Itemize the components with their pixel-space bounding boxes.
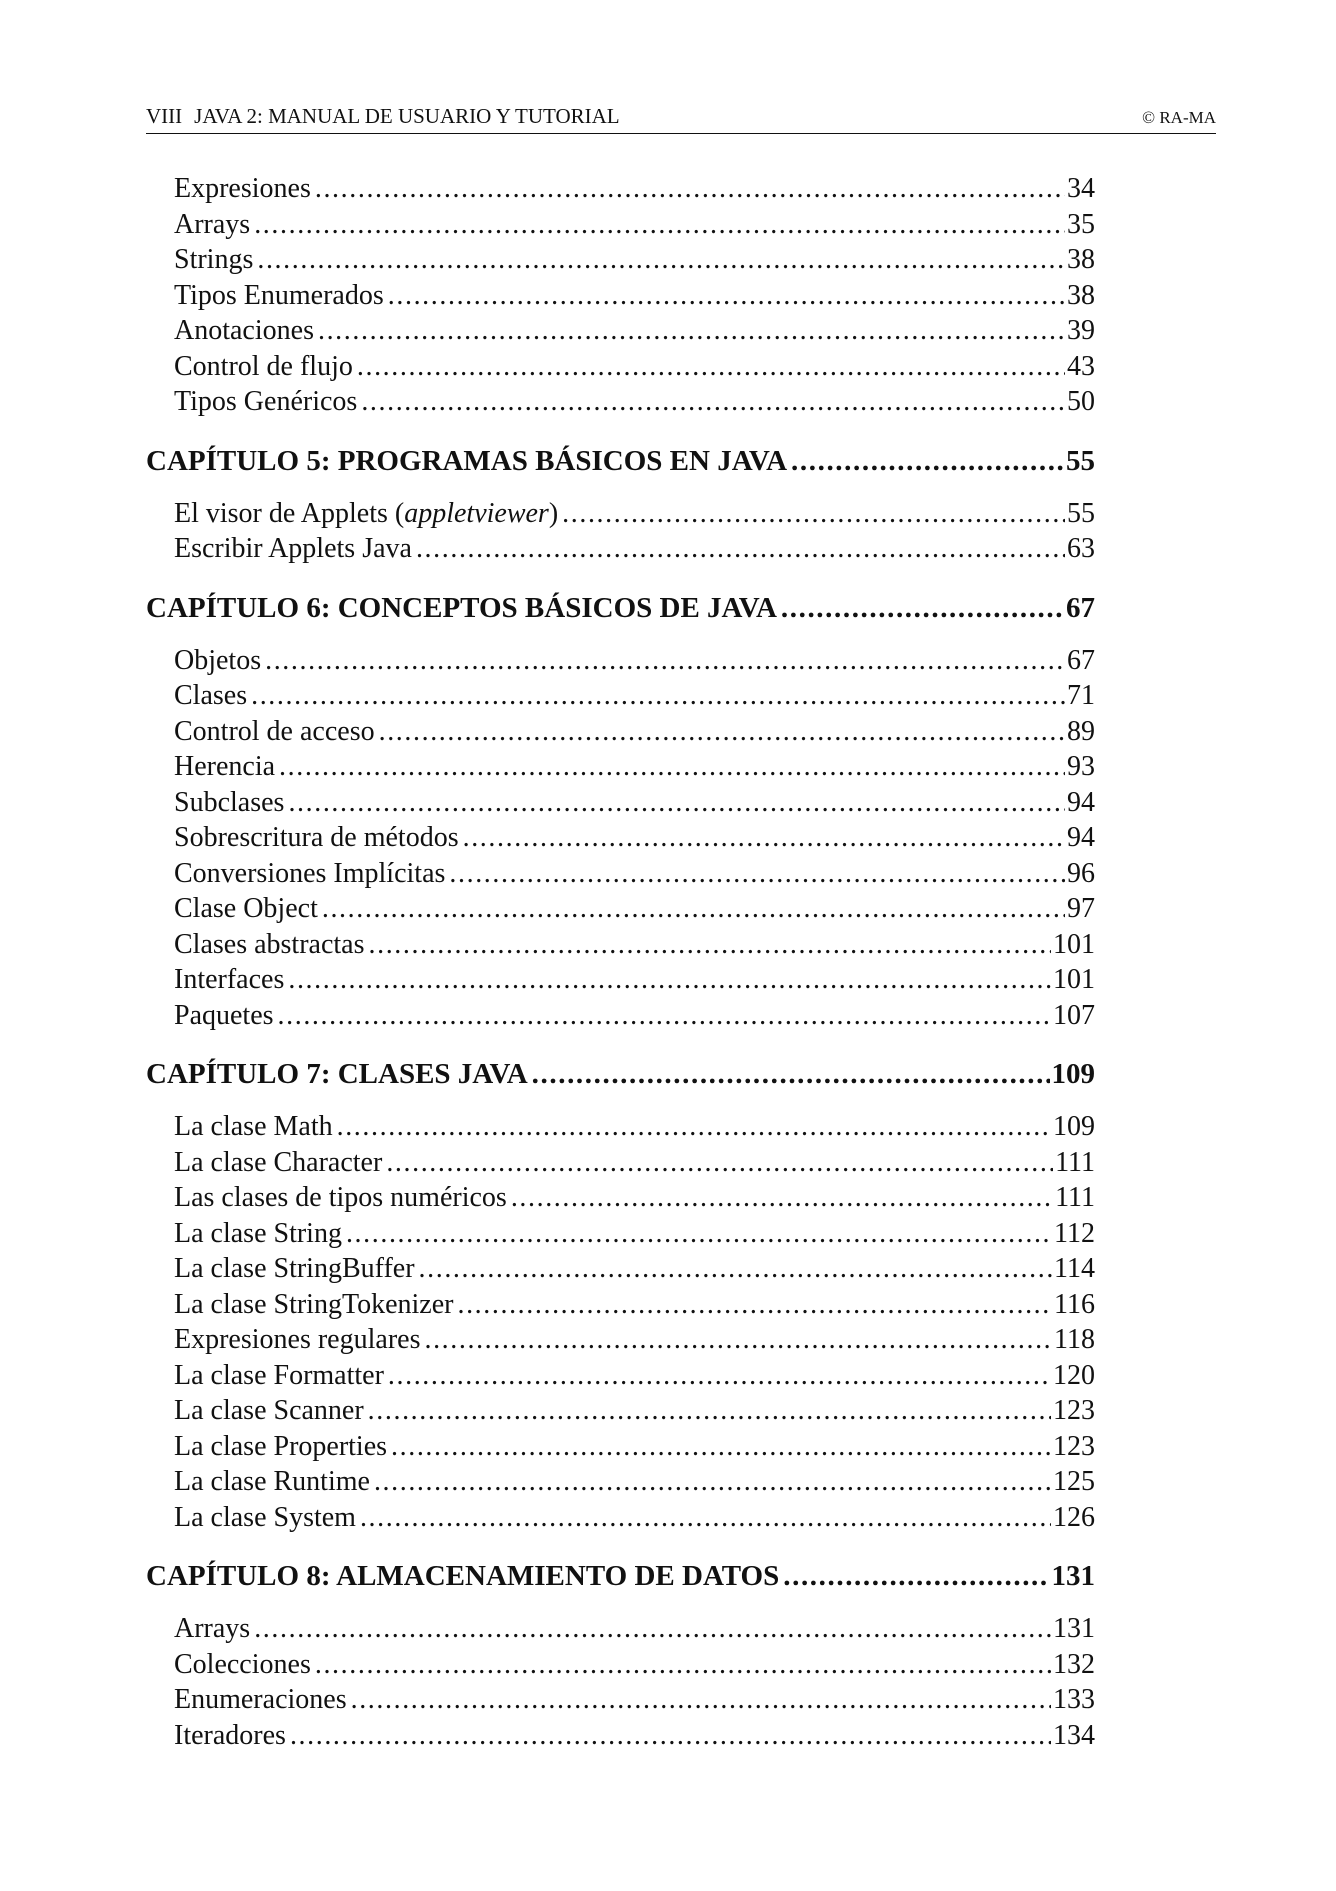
toc-entry: [146, 749, 1095, 785]
toc-entry-page: 107: [1053, 999, 1095, 1031]
dot-leader: [374, 1464, 1051, 1500]
toc-entry-page: 134: [1053, 1719, 1095, 1751]
chapter-heading: [146, 573, 1095, 643]
toc-entry: [146, 891, 1095, 927]
toc-entry-page: 34: [1067, 173, 1095, 204]
toc-entry-page: 71: [1067, 680, 1095, 711]
dot-leader: [322, 891, 1065, 927]
toc-entry: [146, 820, 1095, 856]
dot-leader: [254, 207, 1065, 243]
dot-leader: [369, 927, 1052, 963]
toc-entry-title: Clases: [174, 680, 248, 711]
toc-entry-page: 67: [1067, 644, 1095, 676]
toc-group-chapter-8: [146, 1541, 1095, 1753]
toc-entry-page: 50: [1067, 386, 1095, 417]
toc-entry-title: La clase Math: [174, 1111, 333, 1142]
toc-entry: [146, 1322, 1095, 1358]
toc-entry: [146, 785, 1095, 821]
toc-entry: [146, 1287, 1095, 1323]
toc-entry-title: Arrays: [174, 1613, 251, 1644]
chapter-page: 109: [1051, 1058, 1095, 1090]
toc-group-intro: [146, 171, 1095, 420]
dot-leader: [315, 171, 1065, 207]
dot-leader: [391, 1429, 1051, 1465]
dot-leader: [288, 962, 1051, 998]
dot-leader: [379, 714, 1065, 750]
toc-entry-title: [174, 496, 558, 532]
page-number: VIII: [146, 104, 183, 128]
toc-entry-page: 97: [1067, 893, 1095, 924]
toc-entry-title: Las clases de tipos numéricos: [174, 1182, 507, 1213]
toc-entry: [146, 643, 1095, 679]
dot-leader: [463, 820, 1065, 856]
dot-leader: [457, 1287, 1052, 1323]
toc-entry: [146, 1251, 1095, 1287]
dot-leader: [511, 1180, 1053, 1216]
dot-leader: [449, 856, 1065, 892]
toc-entry: [146, 998, 1095, 1034]
dot-leader: [265, 643, 1065, 679]
title-suffix: ): [548, 497, 559, 529]
dot-leader: [783, 1541, 1049, 1611]
toc-entry-title: La clase Character: [174, 1146, 383, 1178]
toc-entry-title: La clase StringBuffer: [174, 1253, 415, 1284]
toc-entry-page: 111: [1055, 1182, 1095, 1213]
toc-entry: [146, 313, 1095, 349]
dot-leader: [424, 1322, 1052, 1358]
chapter-page: 131: [1051, 1560, 1095, 1592]
toc-entry-page: 131: [1053, 1613, 1095, 1644]
dot-leader: [346, 1216, 1052, 1252]
toc-entry-page: 96: [1067, 857, 1095, 889]
toc-entry-page: 55: [1067, 497, 1095, 529]
toc-entry-title: Iteradores: [174, 1719, 286, 1751]
toc-entry-page: 43: [1067, 350, 1095, 382]
toc-entry-title: Colecciones: [174, 1648, 311, 1680]
toc-entry: [146, 278, 1095, 314]
toc-entry-page: 112: [1054, 1217, 1095, 1249]
toc-entry-title: La clase StringTokenizer: [174, 1288, 454, 1320]
dot-leader: [360, 1500, 1051, 1536]
chapter-title: CAPÍTULO 7: CLASES JAVA: [146, 1058, 528, 1090]
toc-entry-page: 126: [1053, 1501, 1095, 1533]
toc-entry: [146, 1611, 1095, 1647]
toc-entry-title: La clase String: [174, 1217, 342, 1249]
toc-entry-page: 89: [1067, 715, 1095, 747]
dot-leader: [357, 349, 1065, 385]
toc-entry: [146, 1429, 1095, 1465]
toc-entry-page: 114: [1054, 1253, 1095, 1284]
toc-entry-title: Control de flujo: [174, 350, 353, 382]
toc-entry-title: Arrays: [174, 208, 251, 240]
toc-entry-title: La clase Properties: [174, 1430, 388, 1462]
toc-entry-page: 93: [1067, 751, 1095, 782]
toc-entry-page: 35: [1067, 208, 1095, 240]
publisher-mark: © RA-MA: [1142, 108, 1216, 127]
toc-entry: [146, 384, 1095, 420]
toc-entry: [146, 242, 1095, 278]
dot-leader: [386, 1145, 1053, 1181]
chapter-heading: [146, 426, 1095, 496]
dot-leader: [337, 1109, 1051, 1145]
toc-entry-title: La clase Scanner: [174, 1395, 364, 1426]
toc-entry: [146, 207, 1095, 243]
chapter-title: CAPÍTULO 5: PROGRAMAS BÁSICOS EN JAVA: [146, 444, 788, 477]
toc-entry-title: Sobrescritura de métodos: [174, 822, 459, 853]
dot-leader: [279, 749, 1065, 785]
toc-entry: [146, 1393, 1095, 1429]
dot-leader: [361, 384, 1065, 420]
toc-entry-title: Control de acceso: [174, 715, 375, 747]
toc-entry-title: Expresiones regulares: [174, 1324, 421, 1355]
toc-entry-page: 118: [1054, 1324, 1095, 1355]
toc-entry: [146, 678, 1095, 714]
toc-entry: [146, 1180, 1095, 1216]
toc-entry: [146, 496, 1095, 532]
chapter-page: 67: [1066, 591, 1095, 624]
toc-entry-title: Clase Object: [174, 893, 318, 924]
dot-leader: [388, 278, 1065, 314]
toc-entry-page: 120: [1053, 1359, 1095, 1391]
dot-leader: [254, 1611, 1051, 1647]
chapter-title: CAPÍTULO 8: ALMACENAMIENTO DE DATOS: [146, 1560, 780, 1592]
toc-entry-title: Tipos Genéricos: [174, 386, 358, 417]
toc-entry-title: Herencia: [174, 751, 276, 782]
dot-leader: [351, 1682, 1051, 1718]
toc-entry-page: 63: [1067, 533, 1095, 564]
toc-entry-page: 94: [1067, 822, 1095, 853]
toc-entry: [146, 1682, 1095, 1718]
toc-entry-title: La clase Formatter: [174, 1359, 384, 1391]
toc-entry-title: La clase Runtime: [174, 1466, 370, 1497]
toc-entry: [146, 1358, 1095, 1394]
toc-entry-page: 101: [1053, 964, 1095, 995]
toc-entry-title: Expresiones: [174, 173, 311, 204]
toc-entry-page: 116: [1054, 1288, 1095, 1320]
toc-entry-page: 123: [1053, 1430, 1095, 1462]
toc-entry-page: 132: [1053, 1648, 1095, 1680]
toc-entry-page: 123: [1053, 1395, 1095, 1426]
toc-entry: [146, 1216, 1095, 1252]
toc-entry-title: Paquetes: [174, 999, 274, 1031]
toc-entry: [146, 1500, 1095, 1536]
dot-leader: [251, 678, 1065, 714]
toc-entry: [146, 1647, 1095, 1683]
toc-entry-title: La clase System: [174, 1501, 356, 1533]
dot-leader: [290, 1718, 1051, 1754]
toc-entry-title: Tipos Enumerados: [174, 279, 384, 311]
toc-entry-title: Objetos: [174, 644, 262, 676]
page-header: [146, 104, 1216, 134]
dot-leader: [315, 1647, 1051, 1683]
dot-leader: [368, 1393, 1051, 1429]
header-left: [146, 104, 632, 129]
dot-leader: [257, 242, 1065, 278]
table-of-contents: [146, 171, 1095, 1753]
toc-entry: [146, 714, 1095, 750]
toc-entry: [146, 1145, 1095, 1181]
toc-entry-title: Anotaciones: [174, 315, 314, 346]
chapter-title: CAPÍTULO 6: CONCEPTOS BÁSICOS DE JAVA: [146, 591, 777, 624]
toc-entry-page: 133: [1053, 1684, 1095, 1715]
dot-leader: [318, 313, 1065, 349]
toc-entry-title: Enumeraciones: [174, 1684, 347, 1715]
toc-entry: [146, 927, 1095, 963]
title-prefix: El visor de Applets (: [174, 497, 405, 529]
toc-entry-page: 109: [1053, 1111, 1095, 1142]
title-italic: appletviewer: [404, 497, 549, 529]
book-title: JAVA 2: MANUAL DE USUARIO Y TUTORIAL: [194, 104, 620, 128]
toc-entry-page: 38: [1067, 279, 1095, 311]
toc-entry-page: 111: [1055, 1146, 1095, 1178]
dot-leader: [781, 573, 1064, 643]
toc-entry-page: 101: [1053, 928, 1095, 960]
dot-leader: [532, 1039, 1050, 1109]
dot-leader: [416, 531, 1065, 567]
toc-entry: [146, 531, 1095, 567]
toc-entry-page: 125: [1053, 1466, 1095, 1497]
dot-leader: [419, 1251, 1053, 1287]
toc-entry-title: Interfaces: [174, 964, 285, 995]
toc-entry-title: Subclases: [174, 786, 285, 818]
chapter-heading: [146, 1541, 1095, 1611]
toc-entry: [146, 856, 1095, 892]
toc-entry: [146, 171, 1095, 207]
toc-entry-title: Strings: [174, 244, 254, 275]
toc-entry-title: Clases abstractas: [174, 928, 365, 960]
dot-leader: [288, 785, 1065, 821]
toc-entry-page: 94: [1067, 786, 1095, 818]
toc-entry: [146, 962, 1095, 998]
toc-group-chapter-5: [146, 426, 1095, 567]
toc-group-chapter-6: [146, 573, 1095, 1034]
chapter-page: 55: [1066, 444, 1095, 477]
dot-leader: [791, 426, 1064, 496]
toc-entry-page: 39: [1067, 315, 1095, 346]
toc-group-chapter-7: [146, 1039, 1095, 1535]
toc-entry-title: Conversiones Implícitas: [174, 857, 446, 889]
toc-entry: [146, 1109, 1095, 1145]
chapter-heading: [146, 1039, 1095, 1109]
dot-leader: [562, 496, 1065, 532]
toc-entry-page: 38: [1067, 244, 1095, 275]
toc-entry: [146, 1464, 1095, 1500]
dot-leader: [278, 998, 1051, 1034]
toc-entry: [146, 349, 1095, 385]
toc-entry: [146, 1718, 1095, 1754]
toc-entry-title: Escribir Applets Java: [174, 533, 412, 564]
dot-leader: [388, 1358, 1051, 1394]
